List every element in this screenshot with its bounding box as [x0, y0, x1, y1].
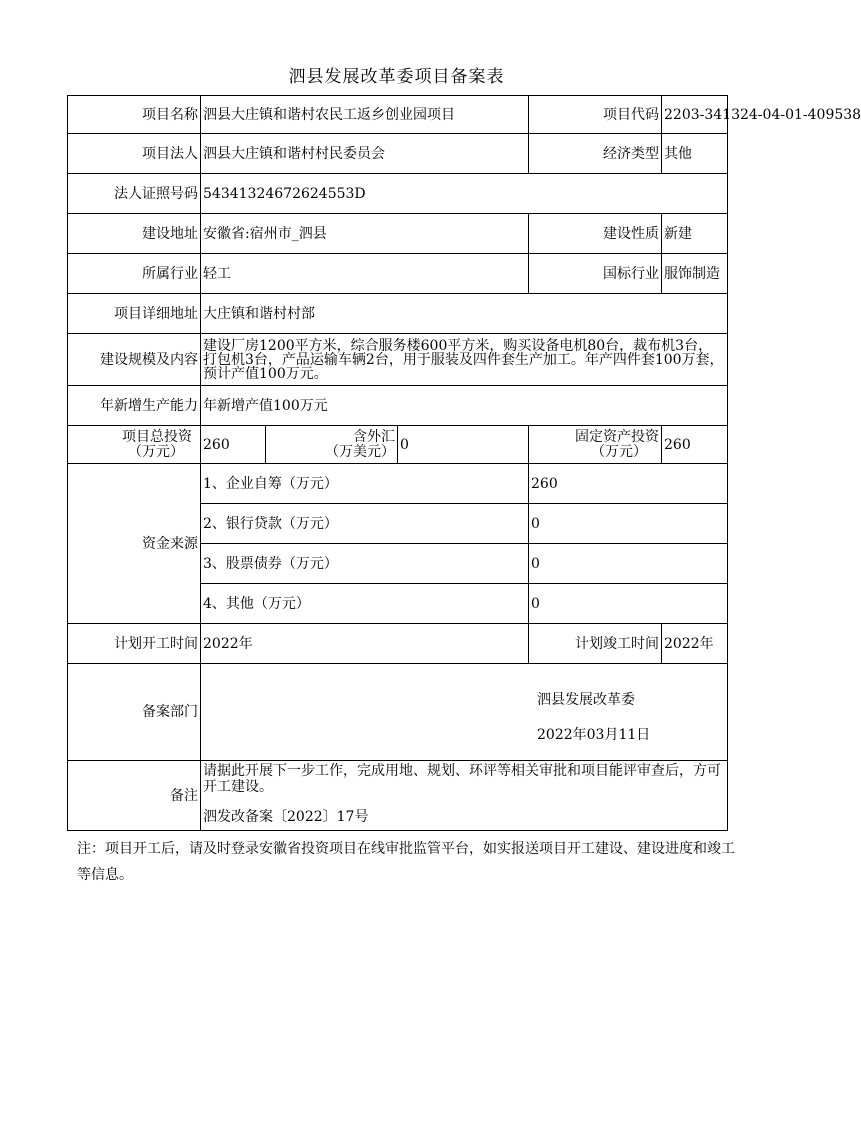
- fund-item-3-label: 3、股票债券（万元）: [201, 544, 529, 584]
- dept-block: [201, 664, 727, 760]
- project-name-value: 泗县大庄镇和谐村农民工返乡创业园项目: [201, 96, 529, 134]
- row-investment: [68, 426, 728, 464]
- forex-label-line1: 含外汇: [353, 428, 395, 445]
- row-schedule: [68, 624, 728, 664]
- row-dept: [68, 664, 728, 761]
- dept-cell: [201, 664, 728, 761]
- dept-date: 2022年03月11日: [537, 727, 651, 743]
- total-invest-label-line1: 项目总投资: [122, 428, 192, 445]
- forex-value: 0: [398, 426, 529, 464]
- project-code-value: 2203-341324-04-01-409538: [662, 96, 728, 134]
- document-title: 泗县发展改革委项目备案表: [288, 67, 505, 87]
- project-code-label: 项目代码: [529, 96, 662, 134]
- econ-type-label: 经济类型: [529, 134, 662, 174]
- remark-label: 备注: [68, 761, 201, 831]
- capacity-value: 年新增产值100万元: [201, 386, 728, 426]
- project-name-label: 项目名称: [68, 96, 201, 134]
- row-remark: [68, 761, 728, 831]
- dept-name: 泗县发展改革委: [537, 692, 635, 708]
- row-cert-no: [68, 174, 728, 214]
- capacity-label: 年新增生产能力: [68, 386, 201, 426]
- scale-label: 建设规模及内容: [68, 334, 201, 386]
- industry-label: 所属行业: [68, 254, 201, 294]
- total-invest-label-line2: （万元）: [128, 443, 184, 460]
- row-scale: [68, 334, 728, 386]
- fund-item-4-label: 4、其他（万元）: [201, 584, 529, 624]
- row-legal-person: [68, 134, 728, 174]
- fund-item-1-label: 1、企业自筹（万元）: [201, 464, 529, 504]
- std-industry-value: 服饰制造: [662, 254, 728, 294]
- std-industry-label: 国标行业: [529, 254, 662, 294]
- row-capacity: [68, 386, 728, 426]
- address-value: 大庄镇和谐村村部: [201, 294, 728, 334]
- fund-source-label: 资金来源: [68, 464, 201, 624]
- footnote: 注：项目开工后，请及时登录安徽省投资项目在线审批监管平台，如实报送项目开工建设、建设进度和竣工等信息。: [77, 841, 735, 883]
- industry-value: 轻工: [201, 254, 529, 294]
- scale-value: 建设厂房1200平方米，综合服务楼600平方米，购买设备电机80台，裁布机3台，打包机3台，产品运输车辆2台，用于服装及四件套生产加工。年产四件套100万套，预计产值100万元。: [201, 334, 728, 386]
- econ-type-value: 其他: [662, 134, 728, 174]
- fixed-invest-value: 260: [662, 426, 728, 464]
- fixed-invest-label-line1: 固定资产投资: [575, 428, 659, 445]
- legal-person-value: 泗县大庄镇和谐村村民委员会: [201, 134, 529, 174]
- row-site: [68, 214, 728, 254]
- nature-label: 建设性质: [529, 214, 662, 254]
- fund-item-1-value: 260: [529, 464, 728, 504]
- start-label: 计划开工时间: [68, 624, 201, 664]
- fund-item-3-value: 0: [529, 544, 728, 584]
- total-invest-value: 260: [201, 426, 266, 464]
- fund-item-4-value: 0: [529, 584, 728, 624]
- fixed-invest-label: [529, 426, 662, 464]
- remark-record-no: 泗发改备案〔2022〕17号: [203, 809, 369, 825]
- nature-value: 新建: [662, 214, 728, 254]
- row-project-name: [68, 96, 728, 134]
- address-label: 项目详细地址: [68, 294, 201, 334]
- cert-no-value: 54341324672624553D: [201, 174, 728, 214]
- row-industry: [68, 254, 728, 294]
- fund-row-1: [68, 464, 728, 504]
- fund-item-2-value: 0: [529, 504, 728, 544]
- total-invest-label: [68, 426, 201, 464]
- row-address: [68, 294, 728, 334]
- remark-text: 请据此开展下一步工作，完成用地、规划、环评等相关审批和项目能评审查后，方可开工建设。: [203, 763, 721, 795]
- forex-label-line2: （万美元）: [325, 443, 395, 460]
- finish-label: 计划竣工时间: [529, 624, 662, 664]
- record-form-table: [67, 95, 861, 831]
- remark-cell: [201, 761, 728, 831]
- forex-label: [266, 426, 398, 464]
- fixed-invest-label-line2: （万元）: [591, 443, 647, 460]
- finish-value: 2022年: [662, 624, 728, 664]
- legal-person-label: 项目法人: [68, 134, 201, 174]
- dept-label: 备案部门: [68, 664, 201, 761]
- cert-no-label: 法人证照号码: [68, 174, 201, 214]
- start-value: 2022年: [201, 624, 529, 664]
- site-label: 建设地址: [68, 214, 201, 254]
- fund-item-2-label: 2、银行贷款（万元）: [201, 504, 529, 544]
- site-value: 安徽省:宿州市_泗县: [201, 214, 529, 254]
